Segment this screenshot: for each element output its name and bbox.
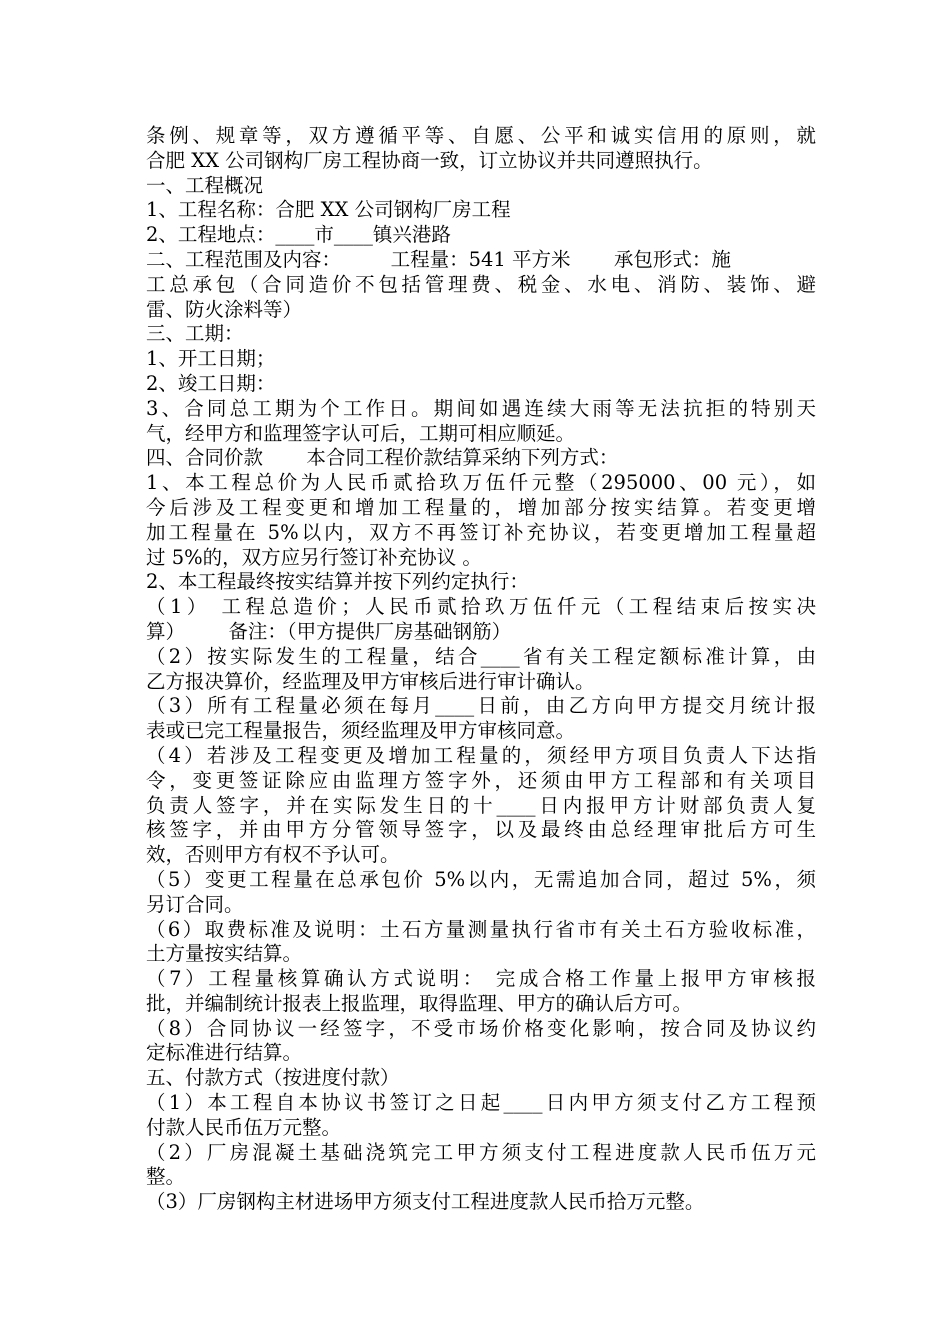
text-line: 负责人签字，并在实际发生日的十____日内报甲方计财部负责人复 [146,793,816,817]
text-line: （4）若涉及工程变更及增加工程量的，须经甲方项目负责人下达指 [146,743,816,767]
text-line: （8）合同协议一经签字，不受市场价格变化影响，按合同及协议约 [146,1016,816,1040]
text-line: 核签字，并由甲方分管领导签字，以及最终由总经理审批后方可生 [146,818,816,842]
text-line: （2）按实际发生的工程量，结合____省有关工程定额标准计算，由 [146,644,816,668]
section-heading: 四、合同价款 本合同工程价款结算采纳下列方式： [146,446,619,470]
document-body [146,124,816,1215]
text-line: 加工程量在 5%以内，双方不再签订补充协议，若变更增加工程量超 [146,520,816,544]
text-line: （3）所有工程量必须在每月____日前，由乙方向甲方提交月统计报 [146,694,816,718]
text-line: 条例、规章等，双方遵循平等、自愿、公平和诚实信用的原则，就 [146,124,816,147]
section-heading: 二、工程范围及内容： 工程量：541 平方米 承包形式：施 [146,247,731,271]
text-line: 算） 备注：（甲方提供厂房基础钢筋） [146,619,512,643]
text-line: （7）工程量核算确认方式说明： 完成合格工作量上报甲方审核报 [146,967,816,991]
text-line: 3、合同总工期为个工作日。期间如遇连续大雨等无法抗拒的特别天 [146,396,816,420]
section-heading: 五、付款方式（按进度付款） [146,1066,400,1090]
text-line: （3）厂房钢构主材进场甲方须支付工程进度款人民币拾万元整。 [146,1190,705,1214]
text-line: 2、竣工日期： [146,371,276,395]
text-line: 效，否则甲方有权不予认可。 [146,843,400,867]
text-line: 气，经甲方和监理签字认可后，工期可相应顺延。 [146,421,576,445]
text-line: 整。 [146,1165,186,1189]
text-line: （1） 工程总造价；人民币贰拾玖万伍仟元（工程结束后按实决 [146,595,816,619]
text-line: （1）本工程自本协议书签订之日起____日内甲方须支付乙方工程预 [146,1091,816,1115]
section-heading: 一、工程概况 [146,173,264,197]
text-line: 付款人民币伍万元整。 [146,1115,342,1139]
text-line: 1、本工程总价为人民币贰拾玖万伍仟元整（295000、00 元），如 [146,471,816,495]
text-line: 1、工程名称：合肥 XX 公司钢构厂房工程 [146,198,511,222]
text-line: 令，变更签证除应由监理方签字外，还须由甲方工程部和有关项目 [146,768,816,792]
section-heading: 三、工期： [146,322,244,346]
text-line: 1、开工日期； [146,347,276,371]
text-line: 乙方报决算价，经监理及甲方审核后进行审计确认。 [146,669,595,693]
text-line: 雷、防火涂料等） [146,297,303,321]
text-line: 批，并编制统计报表上报监理，取得监理、甲方的确认后方可。 [146,991,693,1015]
text-line: 表或已完工程量报告，须经监理及甲方审核同意。 [146,719,576,743]
text-line: （5）变更工程量在总承包价 5%以内，无需追加合同，超过 5%，须 [146,867,816,891]
text-line: 合肥 XX 公司钢构厂房工程协商一致，订立协议并共同遵照执行。 [146,148,713,172]
text-line: 过 5%的，双方应另行签订补充协议 。 [146,545,482,569]
text-line: 定标准进行结算。 [146,1041,303,1065]
text-line: 2、工程地点：____市____镇兴港路 [146,223,451,247]
text-line: （6）取费标准及说明：土石方量测量执行省市有关土石方验收标准， [146,917,816,941]
text-line: 工总承包（合同造价不包括管理费、税金、水电、消防、装饰、避 [146,272,816,296]
text-line: 另订合同。 [146,892,244,916]
text-line: （2）厂房混凝土基础浇筑完工甲方须支付工程进度款人民币伍万元 [146,1140,816,1164]
text-line: 今后涉及工程变更和增加工程量的，增加部分按实结算。若变更增 [146,495,816,519]
text-line: 2、本工程最终按实结算并按下列约定执行： [146,570,529,594]
text-line: 土方量按实结算。 [146,942,303,966]
